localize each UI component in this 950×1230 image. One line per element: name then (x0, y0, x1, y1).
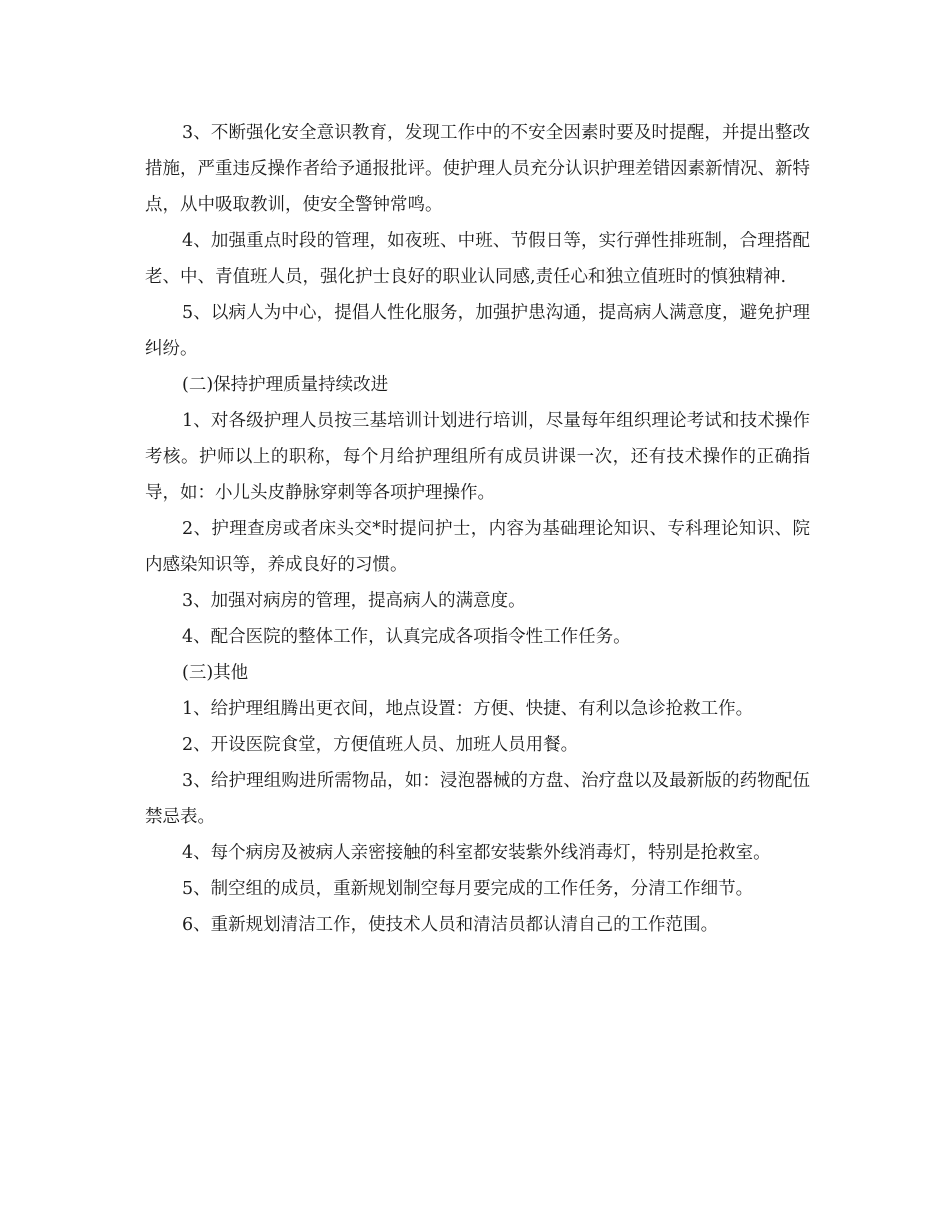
paragraph-patient-centered: 5、以病人为中心，提倡人性化服务，加强护患沟通，提高病人满意度，避免护理纠纷。 (145, 303, 810, 359)
paragraph-key-periods: 4、加强重点时段的管理，如夜班、中班、节假日等，实行弹性排班制，合理搭配老、中、青值班人员，强化护士良好的职业认同感,责任心和独立值班时的慎独精神. (145, 231, 810, 287)
section-heading-other: (三)其他 (182, 663, 249, 683)
paragraph-training: 1、对各级护理人员按三基培训计划进行培训，尽量每年组织理论考试和技术操作考核。护师以上的职称，每个月给护理组所有成员讲课一次，还有技术操作的正确指导，如：小儿头皮静脉穿刺等各项护理操作。 (145, 411, 810, 503)
paragraph-hospital-cooperation: 4、配合医院的整体工作，认真完成各项指令性工作任务。 (182, 627, 631, 647)
paragraph-canteen: 2、开设医院食堂，方便值班人员、加班人员用餐。 (182, 735, 579, 755)
document-body (145, 115, 810, 943)
paragraph-uv-lamps: 4、每个病房及被病人亲密接触的科室都安装紫外线消毒灯，特别是抢救室。 (182, 843, 771, 863)
paragraph-cleaning: 6、重新规划清洁工作，使技术人员和清洁员都认清自己的工作范围。 (182, 915, 719, 935)
paragraph-task-planning: 5、制空组的成员，重新规划制空每月要完成的工作任务，分清工作细节。 (182, 879, 754, 899)
paragraph-safety-education: 3、不断强化安全意识教育，发现工作中的不安全因素时要及时提醒，并提出整改措施，严重违反操作者给予通报批评。使护理人员充分认识护理差错因素新情况、新特点，从中吸取教训，使安全警钟常鸣。 (145, 123, 810, 215)
paragraph-supplies: 3、给护理组购进所需物品，如：浸泡器械的方盘、治疗盘以及最新版的药物配伍禁忌表。 (145, 771, 810, 827)
section-heading-quality: (二)保持护理质量持续改进 (182, 375, 389, 395)
paragraph-ward-management: 3、加强对病房的管理，提高病人的满意度。 (182, 591, 526, 611)
paragraph-ward-rounds: 2、护理查房或者床头交*时提问护士，内容为基础理论知识、专科理论知识、院内感染知识等，养成良好的习惯。 (145, 519, 810, 575)
paragraph-changing-room: 1、给护理组腾出更衣间，地点设置：方便、快捷、有利以急诊抢救工作。 (182, 699, 754, 719)
